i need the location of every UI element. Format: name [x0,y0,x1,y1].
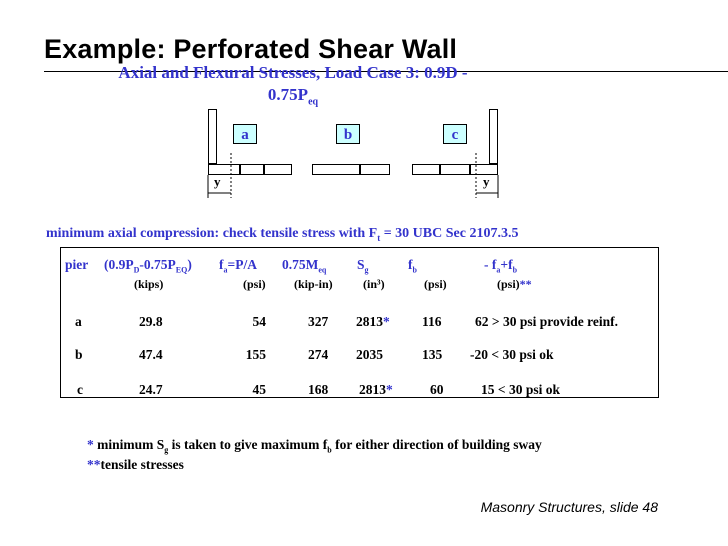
tensile-mark: ** [519,277,532,291]
header-moment: $0.75M_{eq}$ [282,257,327,275]
row-c-sg: 2813* [359,382,393,397]
pier-label-c: c [443,124,467,144]
row-a-moment: 327 [308,314,329,329]
row-c-fb: 60 [430,382,444,397]
subtitle-line2-sub: eq [308,96,319,108]
header-axial-load: $(0.9P_D-0.75P_{EQ})$ [104,257,192,275]
row-a-result: 62 > 30 psi provide reinf. [475,314,618,329]
unit-kip-in: (kip-in) [294,277,333,291]
row-c-moment: 168 [308,382,329,397]
subtitle-line1: Axial and Flexural Stresses, Load Case 3: 0.9D - [118,63,468,82]
header-section-modulus: $S_g$ [357,257,369,275]
row-b-fb: 135 [422,347,443,362]
row-b-load: 47.4 [139,347,163,362]
subtitle-line2: 0.75P [267,85,309,104]
axial-note-suffix: = 30 UBC Sec 2107.3.5 [380,226,519,241]
pier-label-b: b [336,124,360,144]
unit-psi-fb: (psi) [424,277,447,291]
axial-note-prefix: minimum axial compression: check tensile stress with F [46,226,378,241]
axial-compression-note [46,226,518,243]
header-flexural-stress: $f_b$ [408,257,417,275]
row-a-sg: 2813* [356,314,390,329]
unit-psi-net: (psi)** [497,277,532,291]
dim-label-y-left: y [214,174,221,189]
row-b-moment: 274 [308,347,329,362]
footnote-tensile: **tensile stresses [87,457,184,472]
row-a-load: 29.8 [139,314,163,329]
slide-footer: Masonry Structures, slide 48 [480,499,658,515]
row-c-result: 15 < 30 psi ok [481,382,560,397]
row-b-result: -20 < 30 psi ok [470,347,554,362]
row-b-fa: 155 [245,347,266,362]
unit-kips: (kips) [134,277,164,291]
dimension-lines [200,105,510,200]
unit-psi-fa: (psi) [243,277,266,291]
row-c-pier: c [77,382,83,397]
row-a-pier: a [75,314,82,329]
row-a-fa: 54 [252,314,266,329]
row-a-fb: 116 [422,314,442,329]
wall-plan-diagram [200,105,510,200]
slide-title: Example: Perforated Shear Wall [44,34,458,64]
pier-label-a: a [233,124,257,144]
header-pier: pier [65,257,89,272]
dim-label-y-right: y [483,174,490,189]
footnote-min-sg: * minimum $S_g$ is taken to give maximum $f_b$ for either direction of building sway [87,437,542,455]
axial-note-sub: t [377,232,381,243]
row-b-pier: b [75,347,83,362]
header-net-stress: - $f_a+f_b$ [484,257,518,275]
row-b-sg: 2035 [356,347,383,362]
row-c-load: 24.7 [139,382,163,397]
header-axial-stress: $f_a=P/A$ [219,257,257,275]
unit-in3: (in³) [363,277,385,291]
row-c-fa: 45 [252,382,266,397]
